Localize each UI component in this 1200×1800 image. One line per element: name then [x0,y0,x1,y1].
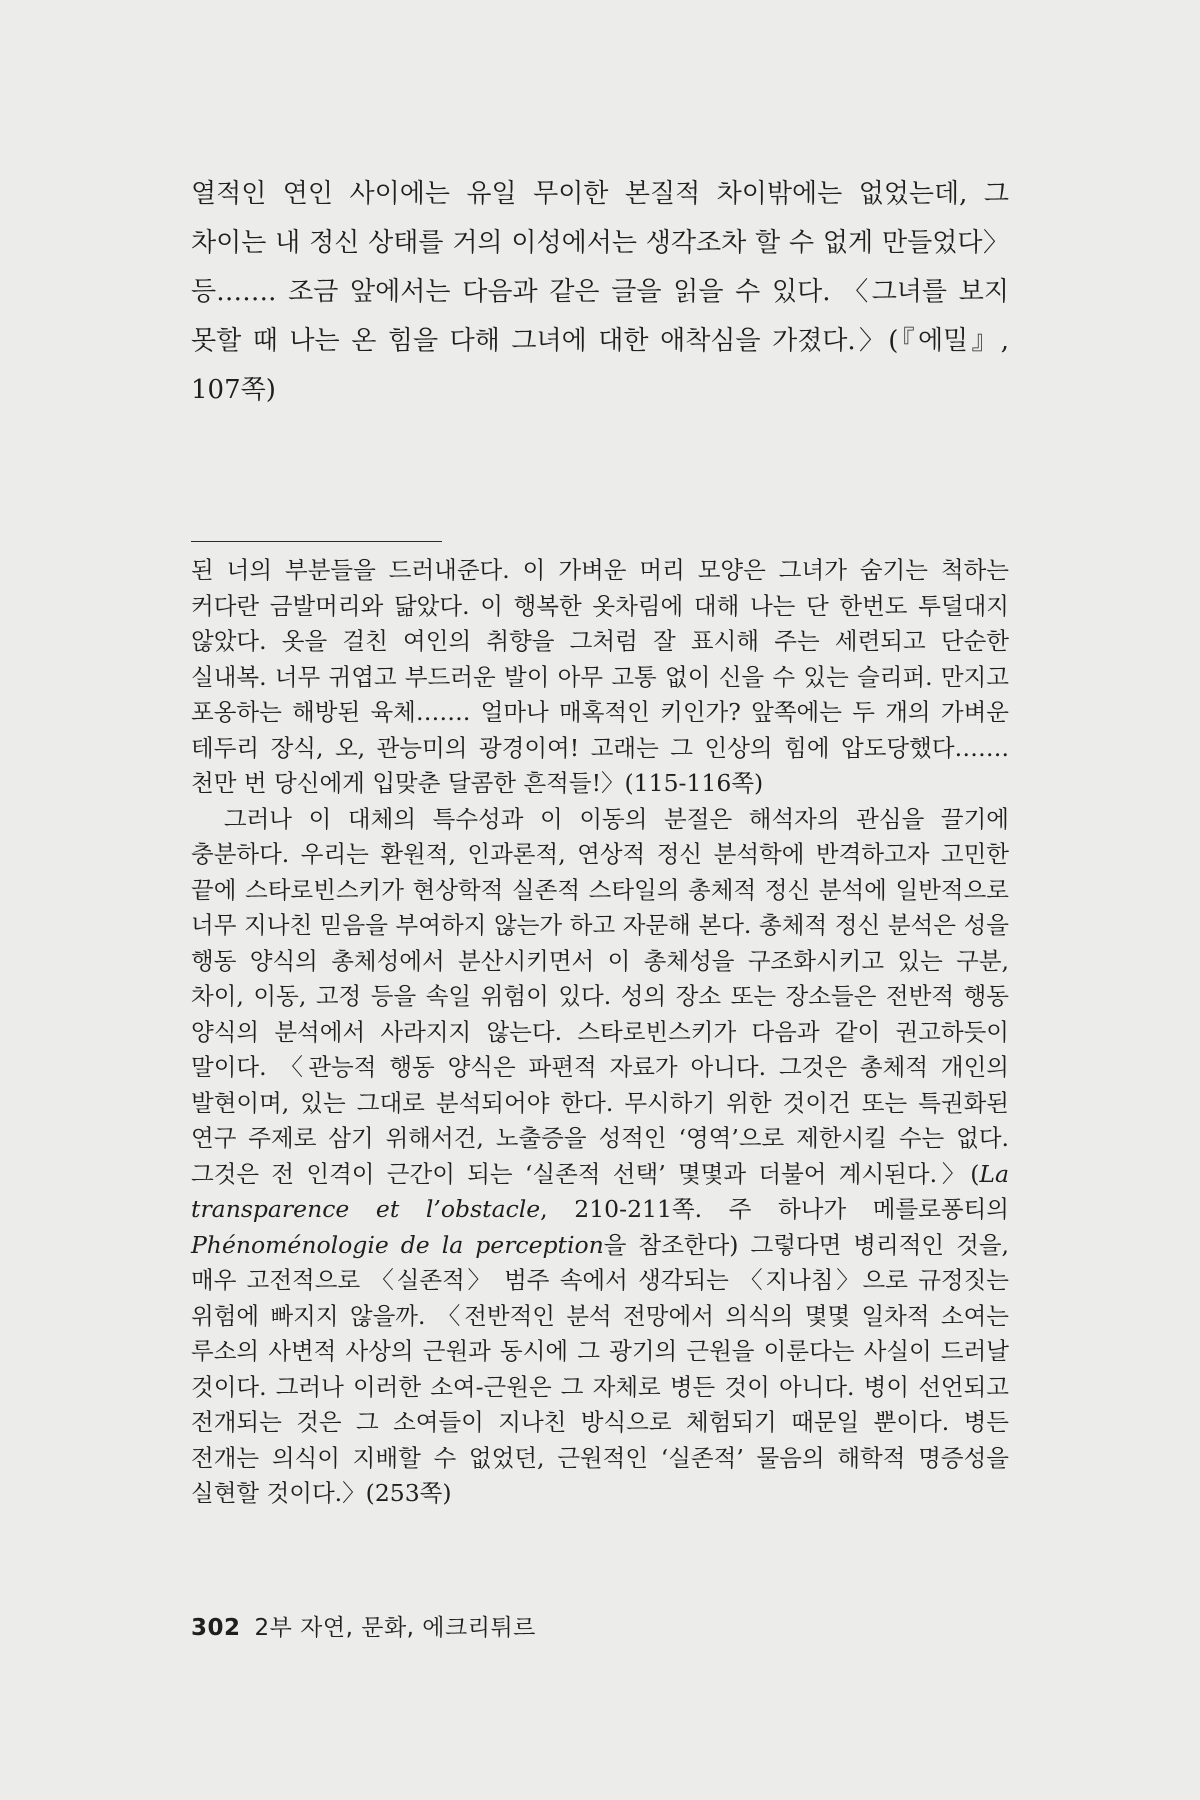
section-title: 2부 자연, 문화, 에크리튀르 [254,1615,536,1641]
footnote-paragraph-2 [191,802,1009,1512]
footnote-paragraph-1: 된 너의 부분들을 드러내준다. 이 가벼운 머리 모양은 그녀가 숨기는 척하는 커다란 금발머리와 닮았다. 이 행복한 옷차림에 대해 나는 단 한번도 투덜대지 않았다. 옷을 걸친 여인의 취향을 그처럼 잘 표시해 주는 세련되고 단순한 실내복. 너무 귀엽고 부드러운 발이 아무 고통 없이 신을 수 있는 슬리퍼. 만지고 포옹하는 해방된 육체……. 얼마나 매혹적인 키인가? 앞쪽에는 두 개의 가벼운 테두리 장식, 오, 관능미의 광경이여! 고래는 그 인상의 힘에 압도당했다……. 천만 번 당신에게 입맞춘 달콤한 흔적들!〉(115-116쪽) [191,556,1009,797]
footnote-text: , 210-211쪽. 주 하나가 메를로퐁티의 [540,1195,1009,1223]
main-text-block [191,170,1009,415]
footnote-block [191,553,1009,1512]
page-number: 302 [191,1615,241,1641]
page-footer [191,1609,536,1642]
book-title-transparence: La transparence et l’obstacle [191,1159,1009,1223]
book-title-phenomenologie: Phénoménologie de la perception [191,1230,604,1259]
footnote-text: 을 참조한다) 그렇다면 병리적인 것을, 매우 고전적으로 〈실존적〉 범주 속에서 생각되는 〈지나침〉으로 규정짓는 위험에 빠지지 않을까. 〈전반적인 분석 전망에서 의식의 몇몇 일차적 소여는 루소의 사변적 사상의 근원과 동시에 그 광기의 근원을 이룬다는 사실이 드러날 것이다. 그러나 이러한 소여-근원은 그 자체로 병든 것이 아니다. 병이 선언되고 전개되는 것은 그 소여들이 지나친 방식으로 체험되기 때문일 뿐이다. 병든 전개는 의식이 지배할 수 없었던, 근원적인 ‘실존적’ 물음의 해학적 명증성을 실현할 것이다.〉(253쪽) [191,1230,1009,1507]
footnote-separator [191,541,442,542]
footnote-text: 그러나 이 대체의 특수성과 이 이동의 분절은 해석자의 관심을 끌기에 충분하다. 우리는 환원적, 인과론적, 연상적 정신 분석학에 반격하고자 고민한 끝에 스타로빈스키가 현상학적 실존적 스타일의 총체적 정신 분석에 일반적으로 너무 지나친 믿음을 부여하지 않는가 하고 자문해 본다. 총체적 정신 분석은 성을 행동 양식의 총체성에서 분산시키면서 이 총체성을 구조화시키고 있는 구분, 차이, 이동, 고정 등을 속일 위험이 있다. 성의 장소 또는 장소들은 전반적 행동 양식의 분석에서 사라지지 않는다. 스타로빈스키가 다음과 같이 권고하듯이 말이다. 〈관능적 행동 양식은 파편적 자료가 아니다. 그것은 총체적 개인의 발현이며, 있는 그대로 분석되어야 한다. 무시하기 위한 것이건 또는 특권화된 연구 주제로 삼기 위해서건, 노출증을 성적인 ‘영역’으로 제한시킬 수는 없다. 그것은 전 인격이 근간이 되는 ‘실존적 선택’ 몇몇과 더불어 계시된다.〉( [191,804,1009,1188]
main-paragraph: 열적인 연인 사이에는 유일 무이한 본질적 차이밖에는 없었는데, 그 차이는 내 정신 상태를 거의 이성에서는 생각조차 할 수 없게 만들었다〉 등……. 조금 앞에서는 다음과 같은 글을 읽을 수 있다. 〈그녀를 보지 못할 때 나는 온 힘을 다해 그녀에 대한 애착심을 가졌다.〉(『에밀』, 107쪽) [191,179,1009,405]
